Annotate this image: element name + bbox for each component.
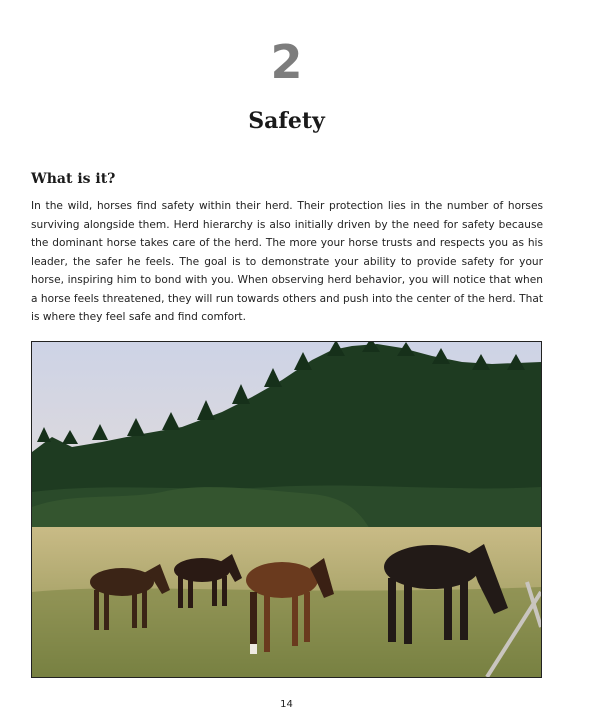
page-number: 14 [280,699,293,710]
horses-grazing-photo [31,341,542,678]
body-paragraph: In the wild, horses find safety within their herd. Their protection lies in the number of horses surviving alongside them. Herd hierarchy is also initially driven by the need for safety because the dominant horse takes care of the herd. The more your horse trusts and respects you as his leader, the safer he feels. The goal is to demonstrate your ability to provide safety for your horse, inspiring him to bond with you. When observing herd behavior, you will notice that when a horse feels threatened, they will run towards others and push into the center of the herd. That is where they feel safe and find comfort. [31,200,543,323]
chapter-title: Safety [248,108,325,134]
section-heading: What is it? [31,171,116,187]
chapter-number: 2 [270,35,303,89]
